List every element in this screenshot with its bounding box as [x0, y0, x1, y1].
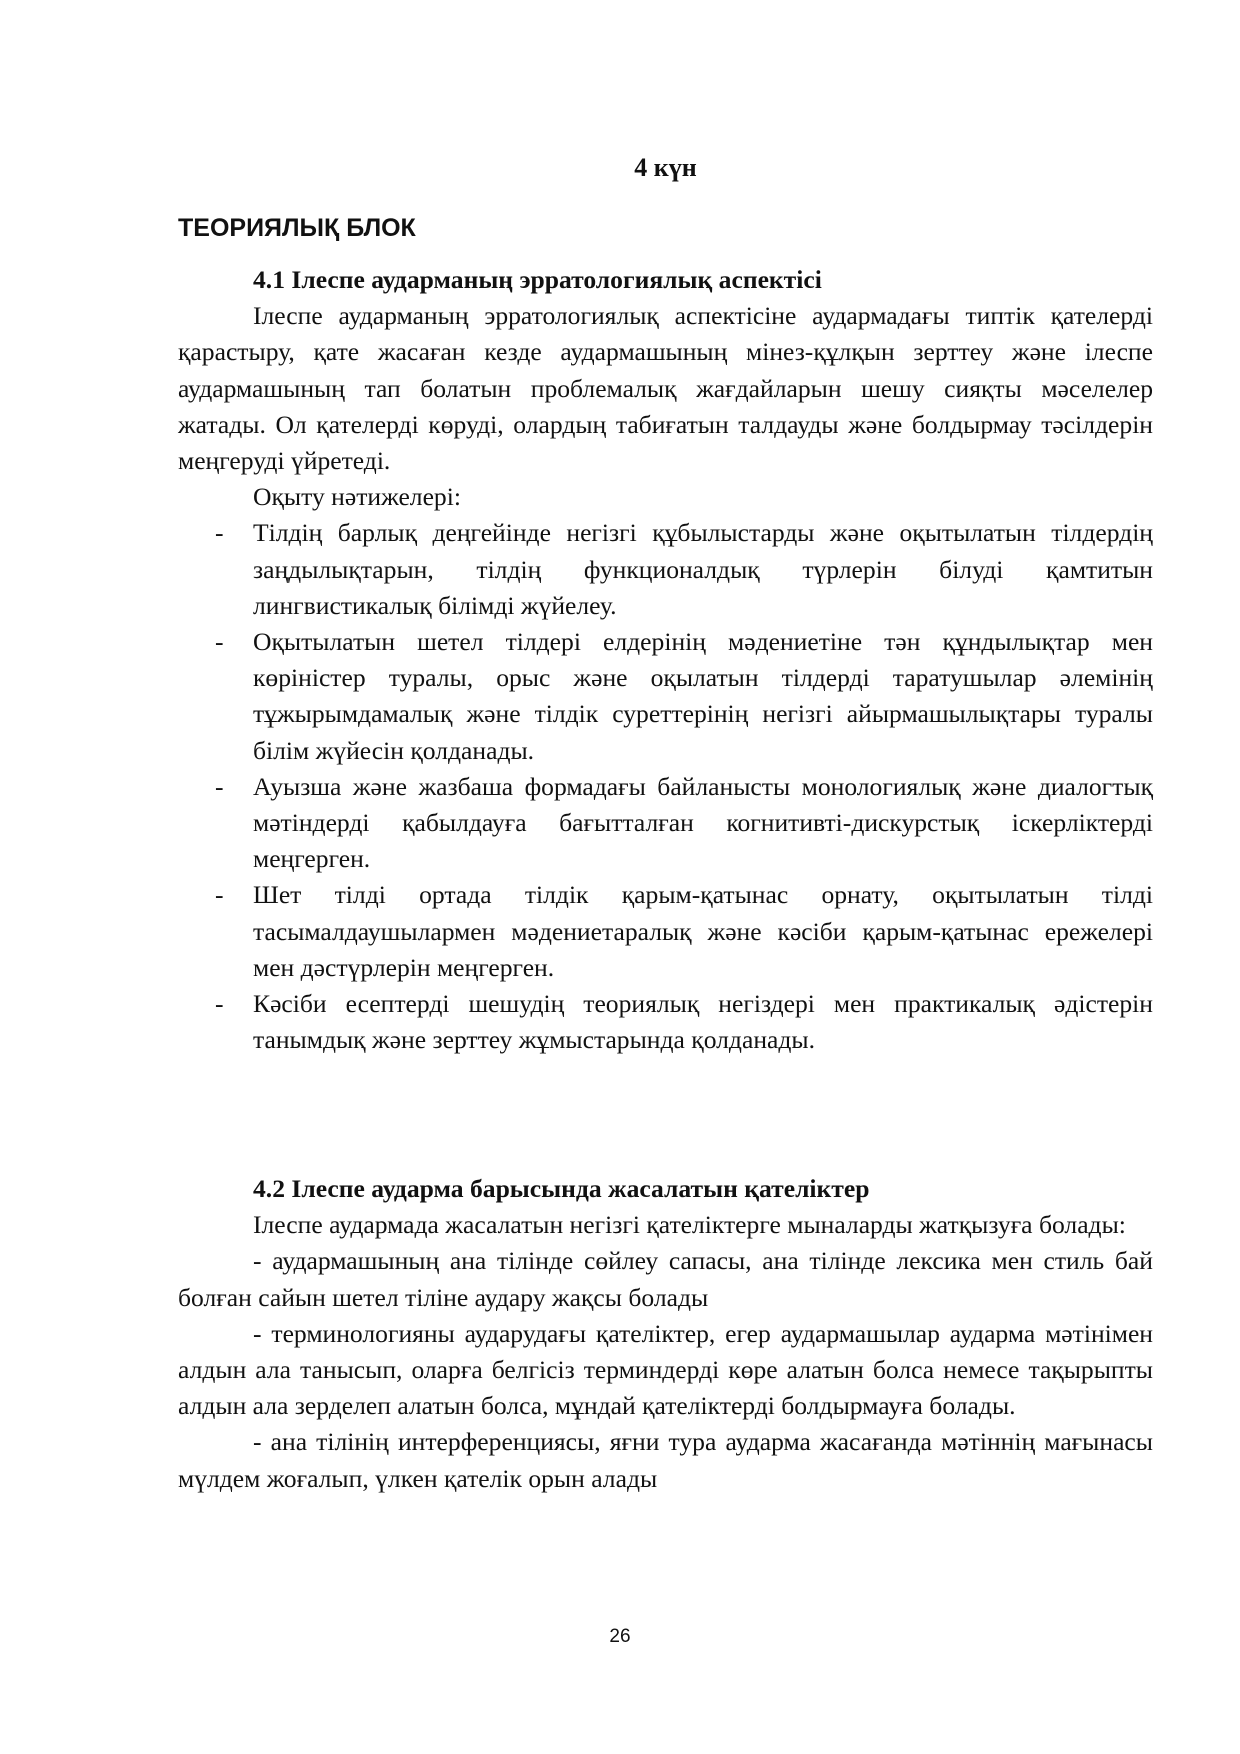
list-item	[178, 769, 1153, 878]
section-4-1	[178, 262, 1153, 1058]
dash-bullet: -	[215, 989, 224, 1019]
list-item	[178, 515, 1153, 624]
list-item-text: Ауызша және жазбаша формадағы байланысты монологиялық және диалогтық мәтіндерді қабылдауға бағытталған когнитивті-дискурстық іскерліктерді меңгерген.	[253, 771, 1153, 874]
section-heading: 4.2 Ілеспе аударма барысында жасалатын қателіктер	[253, 1174, 870, 1203]
section-heading: 4.1 Ілеспе аударманың эрратологиялық аспектісі	[253, 265, 822, 294]
outcomes-label: Оқыту нәтижелері:	[253, 482, 461, 512]
dash-bullet: -	[215, 627, 224, 657]
list-item-text: Тілдің барлық деңгейінде негізгі құбылыстарды және оқытылатын тілдердің заңдылықтарын, тілдің функционалдық түрлерін білуді қамтитын лингвистикалық білімді жүйелеу.	[253, 518, 1153, 620]
list-item-text: Кәсіби есептерді шешудің теориялық негіздері мен практикалық әдістерін танымдық және зерттеу жұмыстарында қолданады.	[253, 989, 1153, 1055]
body-paragraph: - терминологияны аударудағы қателіктер, егер аудармашылар аударма мәтінімен алдын ала танысып, оларға белгісіз терминдерді көре алатын болса немесе тақырыпты алдын ала зерделеп алатын болса, мұндай қателіктерді болдырмауға болады.	[178, 1318, 1153, 1421]
body-paragraph: - аудармашының ана тілінде сөйлеу сапасы, ана тілінде лексика мен стиль бай болған сайын шетел тіліне аудару жақсы болады	[178, 1246, 1153, 1312]
list-item-text: Оқытылатын шетел тілдері елдерінің мәдениетіне тән құндылықтар мен көріністер туралы, орыс және оқылатын тілдерді таратушылар әлемінің тұжырымдамалық және тілдік суреттерінің негізгі айырмашылықтары туралы білім жүйесін қолданады.	[253, 627, 1153, 765]
list-item	[178, 877, 1153, 986]
list-item	[178, 624, 1153, 769]
list-item-text: Шет тілді ортада тілдік қарым-қатынас орнату, оқытылатын тілді тасымалдаушылармен мәдениетаралық және кәсіби қарым-қатынас ережелері мен дәстүрлерін меңгерген.	[253, 880, 1153, 982]
dash-bullet: -	[215, 518, 224, 548]
dash-bullet: -	[215, 771, 224, 801]
section-intro-paragraph: Ілеспе аударманың эрратологиялық аспектісіне аудармадағы типтік қателерді қарастыру, қате жасаған кезде аудармашының мінез-құлқын зерттеу және ілеспе аудармашының тап болатын проблемалық жағдайларын шешу сияқты мәселелер жатады. Ол қателерді көруді, олардың табиғатын талдауды және болдырмау тәсілдерін меңгеруді үйретеді.	[178, 301, 1153, 476]
dash-bullet: -	[215, 880, 224, 910]
section-4-2	[178, 1171, 1153, 1497]
list-item	[178, 986, 1153, 1058]
outcomes-list	[178, 515, 1153, 1058]
body-paragraph: Ілеспе аудармада жасалатын негізгі қателіктерге мыналарды жатқызуға болады:	[253, 1210, 1126, 1240]
body-paragraph: - ана тілінің интерференциясы, яғни тура аударма жасағанда мәтіннің мағынасы мүлдем жоғалып, үлкен қателік орын алады	[178, 1427, 1153, 1493]
block-title: ТЕОРИЯЛЫҚ БЛОК	[178, 214, 416, 242]
day-title: 4 күн	[634, 153, 697, 182]
page-number: 26	[609, 1626, 631, 1647]
